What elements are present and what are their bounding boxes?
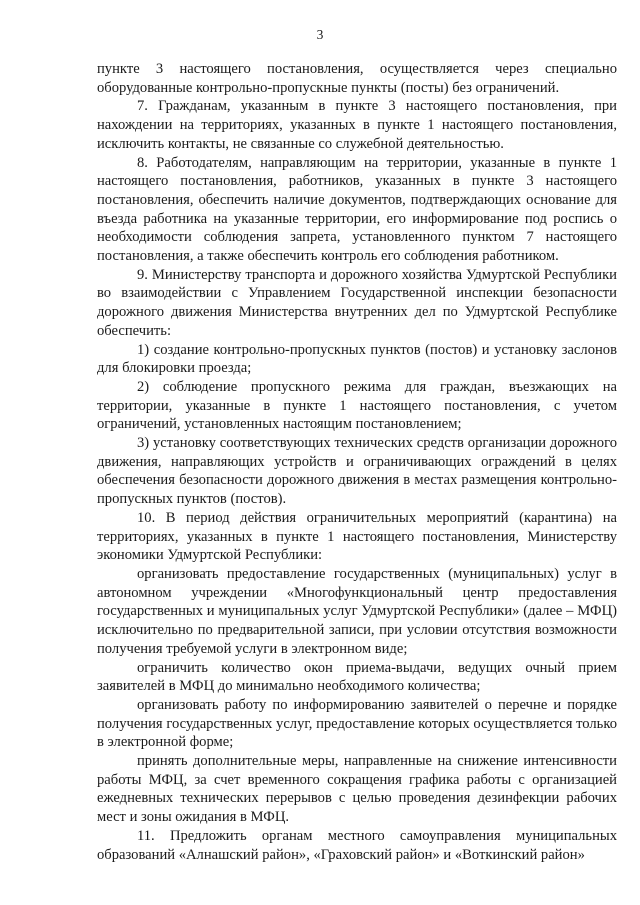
paragraph-10-item-c: организовать работу по информированию заявителей о перечне и порядке получения государственных услуг, предоставление которых осуществляется только в электронной форме;: [97, 696, 617, 751]
paragraph-9-item-3: 3) установку соответствующих технических средств организации дорожного движения, направляющих устройств и ограничивающих ограждений в целях обеспечения безопасности дорожного движения в местах размещения контрольно-пропускных пунктов (постов).: [97, 435, 617, 508]
paragraph-7: 7. Гражданам, указанным в пункте 3 настоящего постановления, при нахождении на территориях, указанных в пункте 1 настоящего постановления, исключить контакты, не связанные со служебной деятельностью.: [97, 98, 617, 152]
page-number: 3: [316, 27, 324, 42]
paragraph-11: 11. Предложить органам местного самоуправления муниципальных образований «Алнашский район», «Граховский район» и «Воткинский район»: [97, 827, 617, 863]
document-body: [97, 60, 617, 864]
paragraph-9-item-2: 2) соблюдение пропускного режима для граждан, въезжающих на территории, указанные в пункте 1 настоящего постановления, с учетом ограничений, установленных настоящим постановлением;: [97, 378, 617, 433]
paragraph-10-item-d: принять дополнительные меры, направленные на снижение интенсивности работы МФЦ, за счет временного сокращения графика работы с организацией ежедневных технических перерывов с целью проведения дезинфекции рабочих мест и зоны ожидания в МФЦ.: [97, 753, 617, 826]
paragraph-10: 10. В период действия ограничительных мероприятий (карантина) на территориях, указанных в пункте 1 настоящего постановления, Министерству экономики Удмуртской Республики:: [97, 509, 617, 564]
paragraph-9: 9. Министерству транспорта и дорожного хозяйства Удмуртской Республики во взаимодействии с Управлением Государственной инспекции безопасности дорожного движения Министерства внутренних дел по Удмуртской Республике обеспечить:: [97, 266, 617, 339]
paragraph-10-item-b: ограничить количество окон приема-выдачи, ведущих очный прием заявителей в МФЦ до минимально необходимого количества;: [97, 659, 617, 695]
paragraph-continuation: пункте 3 настоящего постановления, осуществляется через специально оборудованные контрольно-пропускные пункты (посты) без ограничений.: [97, 61, 617, 96]
paragraph-10-item-a: организовать предоставление государственных (муниципальных) услуг в автономном учреждении «Многофункциональный центр предоставления государственных и муниципальных услуг Удмуртской Республики» (далее – МФЦ) исключительно по предварительной записи, при условии отсутствия возможности получения требуемой услуги в электронном виде;: [97, 565, 617, 657]
paragraph-9-item-1: 1) создание контрольно-пропускных пунктов (постов) и установку заслонов для блокировки проезда;: [97, 341, 617, 377]
paragraph-8: 8. Работодателям, направляющим на территории, указанные в пункте 1 настоящего постановления, работников, указанных в пункте 3 настоящего постановления, обеспечить наличие документов, подтверждающих основание для въезда работника на указанные территории, его информирование под роспись о необходимости соблюдения запрета, установленного пунктом 7 настоящего постановления, а также обеспечить контроль его соблюдения работником.: [97, 154, 617, 265]
